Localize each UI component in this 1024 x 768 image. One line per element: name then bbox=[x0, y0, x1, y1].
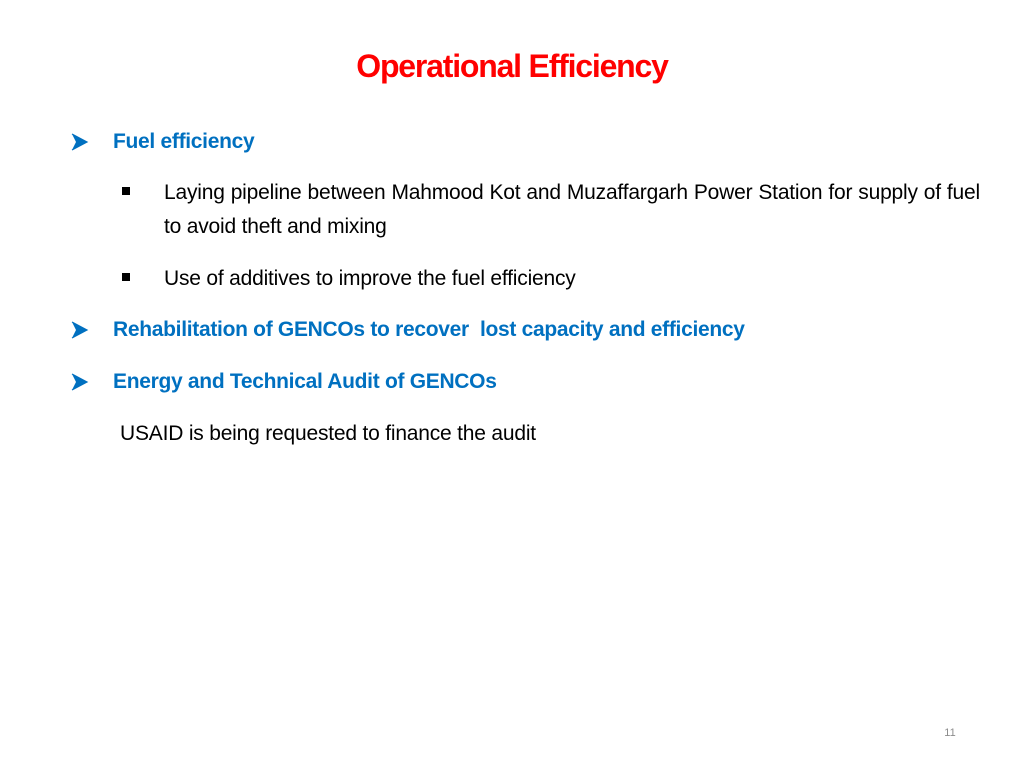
audit-note: USAID is being requested to finance the audit bbox=[120, 422, 536, 445]
arrow-bullet-icon bbox=[69, 320, 89, 340]
square-bullet-icon bbox=[122, 273, 130, 281]
bullet-item-additives: Use of additives to improve the fuel efficiency bbox=[164, 267, 576, 290]
section-heading-energy-audit: Energy and Technical Audit of GENCOs bbox=[113, 370, 497, 393]
section-heading-rehabilitation: Rehabilitation of GENCOs to recover lost capacity and efficiency bbox=[113, 318, 745, 341]
slide-title: Operational Efficiency bbox=[356, 48, 668, 84]
arrow-bullet-icon bbox=[69, 372, 89, 392]
page-number: 11 bbox=[944, 727, 956, 739]
arrow-bullet-icon bbox=[69, 132, 89, 152]
square-bullet-icon bbox=[122, 187, 130, 195]
bullet-item-pipeline: Laying pipeline between Mahmood Kot and Muzaffargarh Power Station for supply of fuel to avoid theft and mixing bbox=[164, 181, 980, 238]
section-heading-fuel-efficiency: Fuel efficiency bbox=[113, 130, 255, 153]
